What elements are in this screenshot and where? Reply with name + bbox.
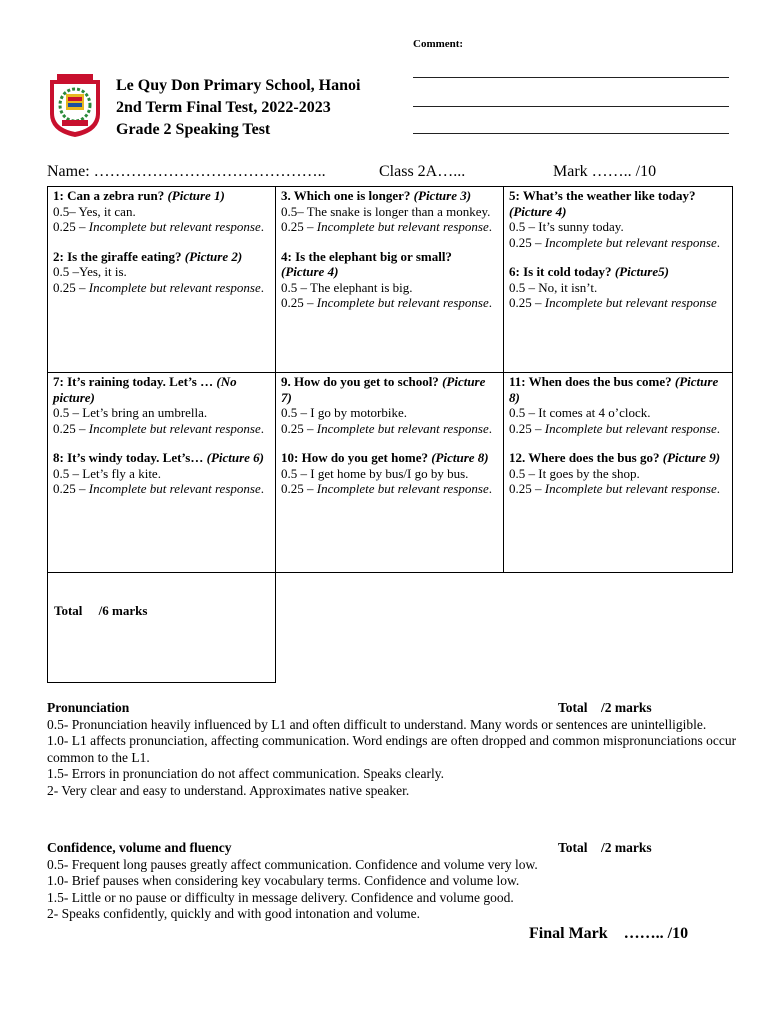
partial-description: Incomplete but relevant response (544, 295, 717, 310)
question-gap (509, 436, 727, 450)
partial-answer (281, 219, 498, 235)
confidence-title: Confidence, volume and fluency (47, 840, 232, 855)
comment-label: Comment: (413, 38, 464, 50)
name-field[interactable]: Name: …………………………………….. (47, 163, 326, 180)
picture-ref: (No picture) (53, 374, 237, 405)
question-grid (47, 186, 733, 573)
school-name: Le Quy Don Primary School, Hanoi (116, 77, 361, 94)
question-gap (281, 235, 498, 249)
grid-cell (48, 373, 276, 573)
partial-answer (509, 421, 727, 437)
question-text (281, 188, 498, 204)
question-gap (509, 250, 727, 264)
grade-title: Grade 2 Speaking Test (116, 121, 271, 138)
partial-end: . (716, 234, 720, 250)
partial-end: . (488, 481, 492, 496)
confidence-criterion: 1.5- Little or no pause or difficulty in message delivery. Confidence and volume good. (47, 889, 514, 905)
question-block (509, 188, 727, 250)
pronunciation-criterion: 2- Very clear and easy to understand. Approximates native speaker. (47, 782, 410, 798)
partial-end: . (260, 219, 264, 234)
question-prompt: 10: How do you get home? (281, 450, 428, 465)
mark-field[interactable]: Mark …….. /10 (553, 163, 657, 180)
question-text (281, 249, 498, 280)
partial-description: Incomplete but relevant response (88, 481, 261, 496)
partial-score: 0.25 – (53, 279, 89, 295)
partial-score: 0.25 – (281, 219, 317, 234)
question-prompt: 8: It’s windy today. Let’s… (53, 450, 204, 465)
full-answer: 0.5 – I get home by bus/I go by bus. (281, 465, 469, 481)
pronunciation-total: Total /2 marks (558, 700, 652, 715)
confidence-criterion: 0.5- Frequent long pauses greatly affect communication. Confidence and volume very low. (47, 856, 538, 872)
partial-answer (509, 481, 727, 497)
question-prompt: 3. Which one is longer? (281, 188, 411, 203)
partial-score: 0.25 – (509, 234, 545, 250)
grid-row (48, 187, 733, 373)
full-answer: 0.5– Yes, it can. (53, 203, 136, 219)
grid-cell (504, 373, 733, 573)
partial-answer (281, 295, 498, 311)
picture-ref: (Picture 9) (662, 450, 721, 465)
partial-score: 0.25 – (53, 420, 89, 436)
partial-description: Incomplete but relevant response (88, 219, 261, 234)
picture-ref: (Picture 6) (206, 450, 265, 465)
pronunciation-section (47, 700, 737, 799)
partial-description: Incomplete but relevant response (316, 481, 489, 496)
full-answer: 0.5 – It goes by the shop. (509, 465, 640, 481)
full-answer: 0.5 – It’s sunny today. (509, 219, 624, 234)
partial-end: . (260, 481, 264, 496)
picture-ref: (Picture 3) (413, 188, 472, 203)
partial-score: 0.25 – (509, 420, 545, 436)
partial-answer (53, 280, 270, 296)
picture-ref: (Picture 8) (431, 450, 489, 465)
picture-ref: (Picture 4) (281, 264, 339, 279)
picture-ref: (Picture 2) (184, 248, 243, 264)
question-text (53, 249, 270, 265)
full-answer: 0.5 – The elephant is big. (281, 279, 413, 295)
table-total-cell (47, 572, 276, 683)
question-block (281, 450, 498, 497)
question-text (53, 374, 270, 405)
partial-answer (509, 235, 727, 251)
question-gap (53, 436, 270, 450)
question-prompt: 12. Where does the bus go? (509, 450, 660, 465)
question-gap (281, 436, 498, 450)
comment-line-2[interactable] (413, 106, 729, 107)
question-prompt: 1: Can a zebra run? (53, 188, 165, 203)
question-text (509, 374, 727, 405)
question-text (53, 188, 270, 204)
question-text (509, 188, 727, 219)
question-block (281, 188, 498, 235)
question-block (509, 374, 727, 436)
partial-score: 0.25 – (281, 420, 317, 436)
question-text (281, 450, 498, 466)
question-block (509, 450, 727, 497)
comment-line-1[interactable] (413, 77, 729, 78)
partial-description: Incomplete but relevant response (88, 420, 261, 436)
partial-description: Incomplete but relevant response (316, 420, 489, 436)
school-header (116, 75, 360, 141)
partial-description: Incomplete but relevant response (544, 234, 717, 250)
pronunciation-criterion: 0.5- Pronunciation heavily influenced by L1 and often difficult to understand. Many words or sentences are unintelligible. (47, 716, 707, 732)
partial-end: . (488, 219, 492, 234)
partial-end: . (488, 295, 492, 310)
question-prompt: 7: It’s raining today. Let’s … (53, 374, 214, 389)
partial-answer (53, 219, 270, 235)
question-block (53, 188, 270, 235)
partial-description: Incomplete but relevant response (544, 481, 717, 496)
grid-cell (276, 187, 504, 373)
question-prompt: 5: What’s the weather like today? (509, 188, 696, 203)
pronunciation-criterion: 1.5- Errors in pronunciation do not affect communication. Speaks clearly. (47, 766, 445, 781)
grid-row (48, 373, 733, 573)
grid-cell (276, 373, 504, 573)
school-logo (48, 72, 102, 138)
partial-answer (281, 481, 498, 497)
partial-score: 0.25 – (509, 481, 545, 496)
partial-description: Incomplete but relevant response (316, 219, 489, 234)
picture-ref: (Picture 7) (281, 374, 486, 405)
grid-cell (48, 187, 276, 373)
picture-ref: (Picture 1) (167, 188, 225, 203)
question-text (53, 450, 270, 466)
full-answer: 0.5 – It comes at 4 o’clock. (509, 405, 651, 420)
full-answer: 0.5 –Yes, it is. (53, 264, 127, 279)
question-prompt: 4: Is the elephant big or small? (281, 248, 452, 264)
question-prompt: 6: Is it cold today? (509, 264, 612, 279)
grid-cell (504, 187, 733, 373)
full-answer: 0.5– The snake is longer than a monkey. (281, 203, 491, 219)
partial-answer (53, 421, 270, 437)
question-gap (53, 235, 270, 249)
full-answer: 0.5 – Let’s bring an umbrella. (53, 405, 208, 420)
question-prompt: 2: Is the giraffe eating? (53, 248, 182, 264)
question-block (53, 450, 270, 497)
partial-answer (53, 481, 270, 497)
confidence-criterion: 1.0- Brief pauses when considering key vocabulary terms. Confidence and volume low. (47, 873, 520, 888)
partial-score: 0.25 – (509, 295, 545, 310)
partial-description: Incomplete but relevant response (544, 420, 717, 436)
question-prompt: 9. How do you get to school? (281, 374, 439, 389)
question-prompt: 11: When does the bus come? (509, 374, 672, 389)
full-answer: 0.5 – I go by motorbike. (281, 405, 408, 420)
question-block (53, 374, 270, 436)
partial-score: 0.25 – (281, 295, 317, 310)
partial-description: Incomplete but relevant response (88, 279, 261, 295)
question-block (281, 374, 498, 436)
full-answer: 0.5 – No, it isn’t. (509, 279, 598, 295)
partial-end: . (260, 279, 264, 295)
table-total-label: Total /6 marks (54, 603, 148, 618)
partial-description: Incomplete but relevant response (316, 295, 489, 310)
question-block (281, 249, 498, 311)
picture-ref: (Picture 4) (509, 203, 567, 219)
full-answer: 0.5 – Let’s fly a kite. (53, 465, 161, 481)
confidence-total: Total /2 marks (558, 840, 652, 855)
partial-score: 0.25 – (53, 219, 89, 234)
confidence-criterion: 2- Speaks confidently, quickly and with good intonation and volume. (47, 906, 420, 921)
comment-line-3[interactable] (413, 133, 729, 134)
pronunciation-title: Pronunciation (47, 700, 130, 715)
question-text (509, 264, 727, 280)
question-text (281, 374, 498, 405)
confidence-section (47, 840, 737, 923)
final-mark[interactable]: Final Mark …….. /10 (529, 925, 689, 942)
partial-answer (509, 295, 727, 311)
partial-end: . (260, 420, 264, 436)
partial-end: . (716, 420, 720, 436)
partial-score: 0.25 – (53, 481, 89, 496)
picture-ref: (Picture5) (614, 264, 669, 279)
partial-answer (281, 421, 498, 437)
question-block (53, 249, 270, 296)
partial-score: 0.25 – (281, 481, 317, 496)
class-field[interactable]: Class 2A…... (379, 163, 466, 180)
pronunciation-criterion: 1.0- L1 affects pronunciation, affecting communication. Word endings are often dropped and common mispronunciations occur common to the L1. (47, 733, 737, 765)
partial-end: . (488, 420, 492, 436)
question-text (509, 450, 727, 466)
partial-end: . (716, 481, 720, 496)
question-block (509, 264, 727, 311)
picture-ref: (Picture 8) (509, 374, 719, 405)
test-title: 2nd Term Final Test, 2022-2023 (116, 99, 331, 116)
